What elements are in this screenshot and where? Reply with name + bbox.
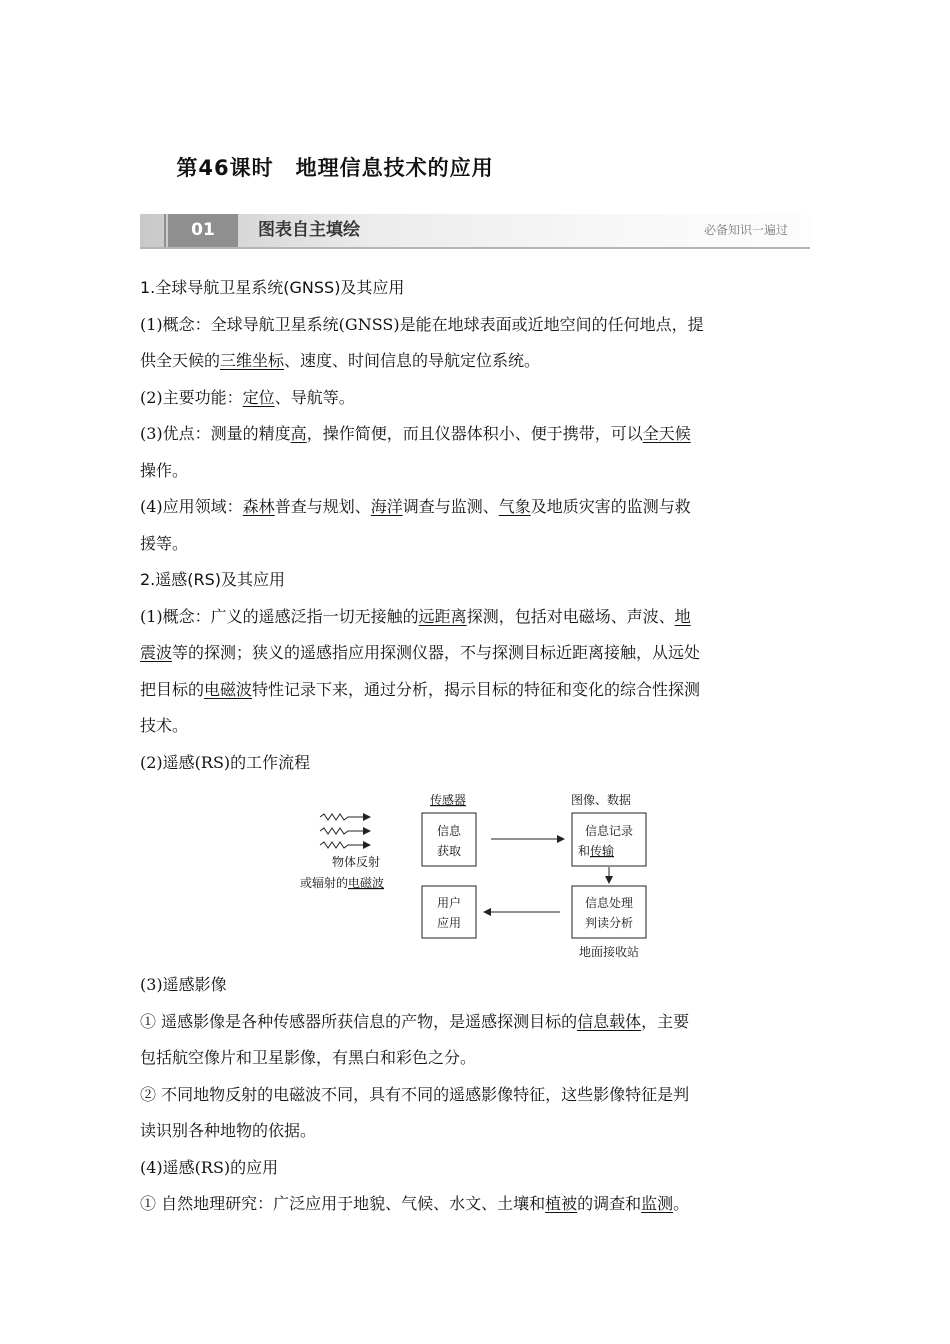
answer-blank: 三维坐标	[220, 351, 285, 370]
source-label-2: 或辐射的电磁波	[300, 876, 385, 890]
answer-blank: 远距离	[418, 607, 467, 626]
source-label-1: 物体反射	[331, 855, 381, 869]
answer-blank: 定位	[242, 388, 275, 407]
station-label: 地面接收站	[578, 945, 640, 959]
image-data-label: 图像、数据	[570, 793, 632, 807]
rs-concept-line4: 技术。	[140, 716, 189, 735]
answer-blank: 气象	[498, 497, 531, 516]
rs-workflow-diagram	[298, 786, 658, 964]
answer-blank: 监测	[641, 1194, 674, 1213]
box-info-record	[572, 813, 646, 866]
rs-image-p1-line2: 包括航空像片和卫星影像，有黑白和彩色之分。	[140, 1048, 477, 1067]
box-info-acquire	[422, 813, 476, 866]
rs-concept-line3: 把目标的电磁波特性记录下来，通过分析，揭示目标的特征和变化的综合性探测	[140, 680, 701, 699]
box-info-process	[572, 886, 646, 938]
rs-image-p2-line2: 读识别各种地物的依据。	[140, 1121, 317, 1140]
radiation-arrows-icon	[320, 814, 370, 848]
answer-blank: 全天候	[642, 424, 691, 443]
box-user-app	[422, 886, 476, 938]
gnss-function: (2)主要功能：定位、导航等。	[140, 388, 355, 407]
box3-line2: 应用	[436, 916, 462, 930]
answer-blank: 高	[290, 424, 307, 443]
answer-blank: 植被	[545, 1194, 578, 1213]
banner-subtitle: 必备知识一遍过	[703, 223, 788, 237]
gnss-advantage-line2: 操作。	[140, 461, 189, 480]
sensor-label: 传感器	[429, 793, 467, 807]
gnss-concept-line1: (1)概念：全球导航卫星系统(GNSS)是能在地球表面或近地空间的任何地点，提	[140, 315, 704, 334]
rs-application-heading: (4)遥感(RS)的应用	[140, 1158, 279, 1177]
gnss-advantage-line1: (3)优点：测量的精度高，操作简便，而且仪器体积小、便于携带，可以全天候	[140, 424, 691, 443]
rs-image-p2-line1: ② 不同地物反射的电磁波不同，具有不同的遥感影像特征，这些影像特征是判	[140, 1085, 690, 1104]
section-heading-rs: 2.遥感(RS)及其应用	[140, 570, 286, 589]
banner-title: 图表自主填绘	[258, 220, 360, 240]
section-heading-gnss: 1.全球导航卫星系统(GNSS)及其应用	[140, 278, 405, 297]
box2-line1: 信息记录	[584, 824, 634, 838]
box4-line1: 信息处理	[584, 896, 634, 910]
section-banner	[140, 214, 810, 249]
answer-blank: 信息载体	[577, 1012, 642, 1031]
answer-blank: 震波	[140, 643, 173, 662]
answer-blank: 森林	[242, 497, 275, 516]
box2-line2: 和传输	[578, 844, 615, 858]
box1-line1: 信息	[436, 824, 462, 838]
rs-concept-line2: 震波等的探测；狭义的遥感指应用探测仪器，不与探测目标近距离接触，从远处	[140, 643, 701, 662]
banner-number: 01	[168, 214, 238, 247]
page-title: 第46课时 地理信息技术的应用	[176, 156, 494, 180]
box1-line2: 获取	[436, 844, 462, 858]
rs-image-heading: (3)遥感影像	[140, 975, 227, 994]
box4-line2: 判读分析	[584, 916, 634, 930]
gnss-application-line2: 援等。	[140, 534, 189, 553]
rs-image-p1-line1: ① 遥感影像是各种传感器所获信息的产物，是遥感探测目标的信息载体，主要	[140, 1012, 690, 1031]
gnss-application-line1: (4)应用领域：森林普查与规划、海洋调查与监测、气象及地质灾害的监测与救	[140, 497, 691, 516]
gnss-concept-line2: 供全天候的三维坐标、速度、时间信息的导航定位系统。	[140, 351, 541, 370]
box3-line1: 用户	[436, 896, 462, 910]
rs-application-p1: ① 自然地理研究：广泛应用于地貌、气候、水文、土壤和植被的调查和监测。	[140, 1194, 690, 1213]
answer-blank: 海洋	[370, 497, 403, 516]
rs-concept-line1: (1)概念：广义的遥感泛指一切无接触的远距离探测，包括对电磁场、声波、地	[140, 607, 691, 626]
rs-workflow-heading: (2)遥感(RS)的工作流程	[140, 753, 311, 772]
answer-blank: 地	[674, 607, 691, 626]
answer-blank: 电磁波	[204, 680, 253, 699]
